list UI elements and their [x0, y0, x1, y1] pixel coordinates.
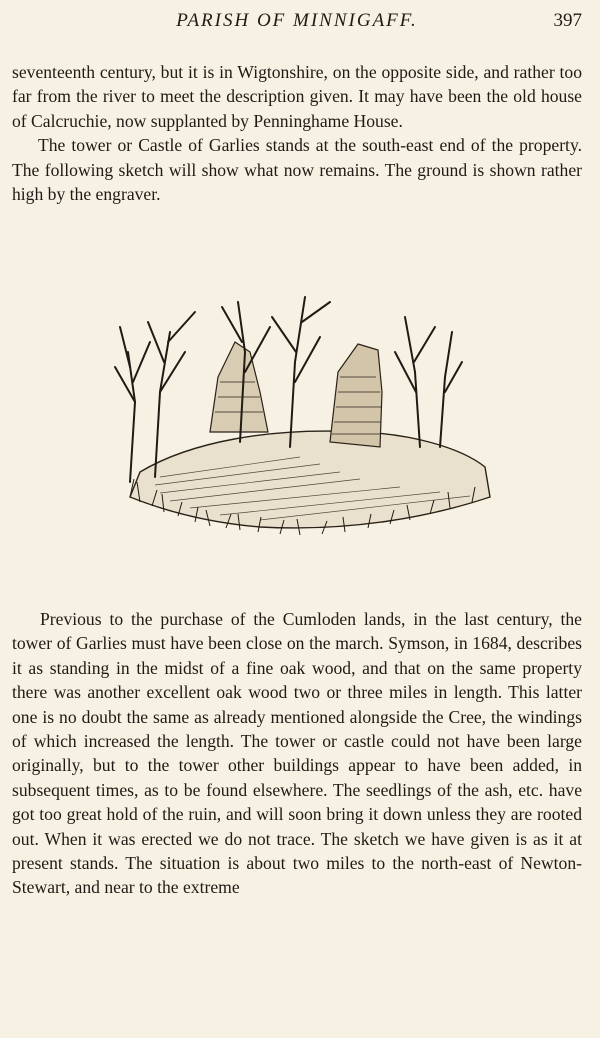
running-title: PARISH OF MINNIGAFF.: [176, 10, 418, 31]
page-number: 397: [553, 10, 582, 31]
paragraph: The tower or Castle of Garlies stands at the south-east end of the property. The following sketch will show what now remains. The ground is shown rather high by the engraver.: [12, 135, 582, 205]
running-header: [12, 10, 582, 38]
lower-text-block: [12, 607, 582, 900]
paragraph: Previous to the purchase of the Cumloden lands, in the last century, the tower of Garlies must have been close on the march. Symson, in 1684, describes it as standing in the midst of a fine oak wood, and that on the same property there was another excellent oak wood two or three miles in length. This latter one is no doubt the same as already mentioned alongside the Cree, the windings of which increased the length. The tower or castle could not have been large originally, but to the tower other buildings appear to have been added, in subsequent times, as to be found elsewhere. The seedlings of the ash, etc. have got too great hold of the ruin, and will soon bring it down unless they are rooted out. When it was erected we do not trace. The sketch we have given is as it at present stands. The situation is about two miles to the north-east of Newton-Stewart, and near to the extreme: [12, 609, 582, 898]
engraving-svg: [100, 282, 500, 572]
castle-ruin-engraving-icon: [100, 282, 500, 572]
upper-text-block: [12, 60, 582, 206]
paragraph: seventeenth century, but it is in Wigtonshire, on the opposite side, and rather too far from the river to meet the description given. It may have been the old house of Calcruchie, now supplanted by Penninghame House.: [12, 62, 582, 131]
